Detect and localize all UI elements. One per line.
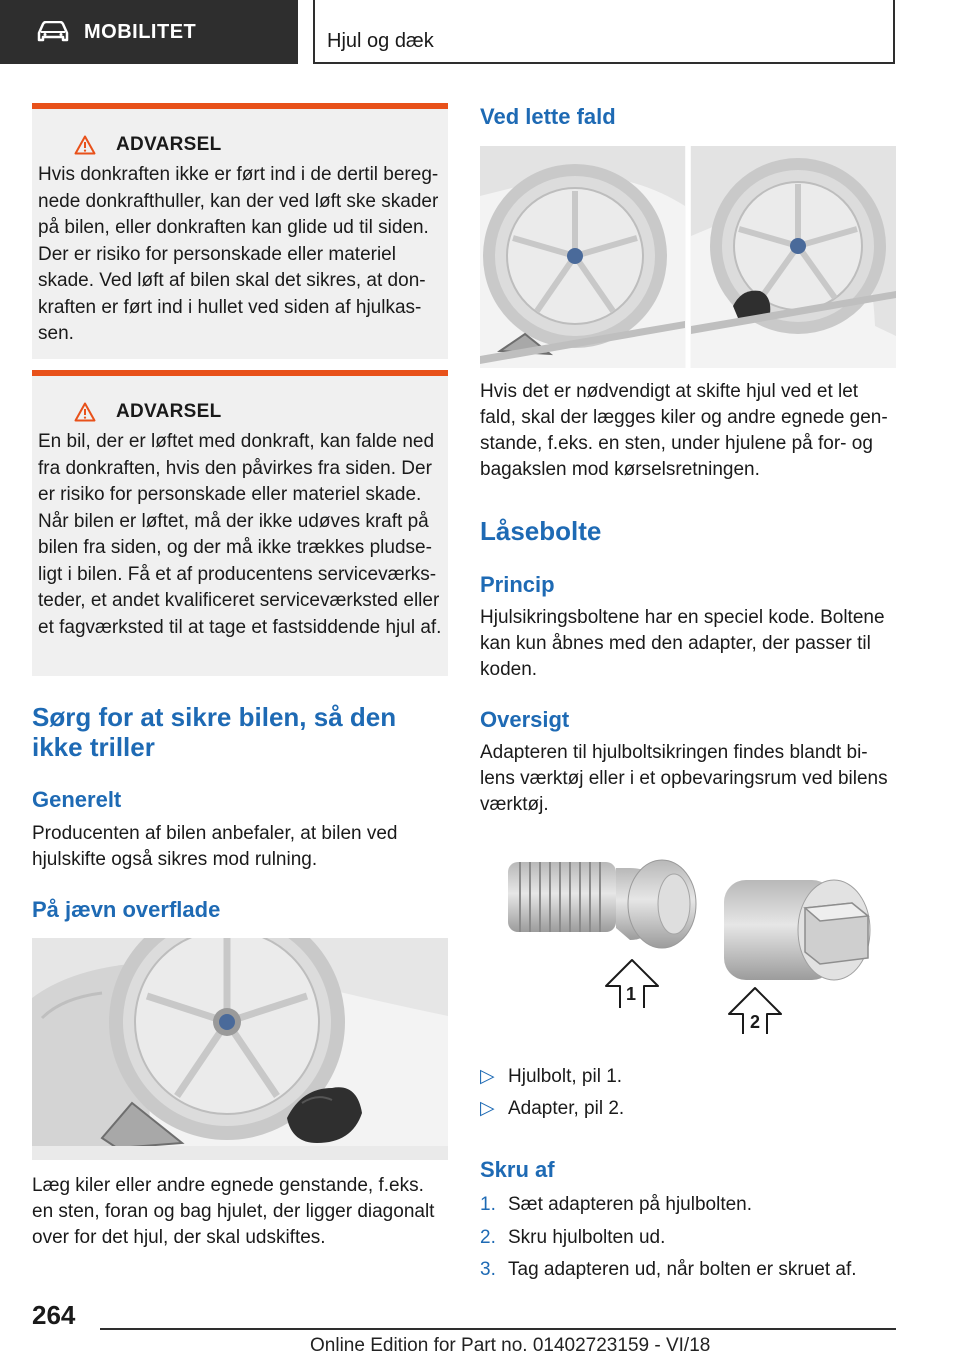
warning-text: En bil, der er løftet med donkraft, kan falde ned fra donkraften, hvis den påvirkes fra siden. Der er risiko for personskade eller materiel skade. Når bilen er løftet, må der ikke udøves kraft på bilen fra siden, og der må ikke trækkes pludse-ligt i bilen. Få et af producentens serviceværks-teder, et andet kvalificeret serviceværksted eller et fagværksted til at tage et fastsiddende hjul af.	[38, 431, 442, 638]
paragraph: Adapteren til hjulboltsikringen findes blandt bi-lens værktøj eller i et opbevaringsrum ved bilens værktøj.	[480, 742, 888, 815]
step-number: 3.	[480, 1259, 496, 1280]
paragraph: Læg kiler eller andre egnede genstande, f.eks. en sten, foran og bag hjulet, der ligger diagonalt over for det hjul, der skal udskiftes.	[32, 1175, 435, 1248]
arrow-label-1: 1	[625, 984, 637, 1004]
warning-title: ADVARSEL	[116, 401, 222, 422]
list-item	[480, 1096, 624, 1122]
arrow-label-2: 2	[749, 1012, 761, 1032]
footer-divider	[100, 1328, 896, 1330]
warning-box	[32, 103, 448, 359]
step-number: 1.	[480, 1194, 496, 1215]
warning-text: Hvis donkraften ikke er ført ind i de dertil bereg-nede donkrafthuller, kan der ved løft ske skader på bilen, eller donkraften kan glide ud til siden. Der er risiko for personskade eller materiel skade. Ved løft af bilen skal det sikres, at don-kraften er ført ind i hullet ved siden af hjulkas-sen.	[38, 164, 439, 344]
section-heading: Låsebolte	[480, 516, 602, 546]
list-item-text: Adapter, pil 2.	[508, 1098, 625, 1119]
list-item-text: Skru hjulbolten ud.	[508, 1227, 666, 1248]
paragraph: Hjulsikringsboltene har en speciel kode. Boltene kan kun åbnes med den adapter, der passer til koden.	[480, 607, 885, 680]
subheading: Princip	[480, 572, 555, 597]
paragraph: Producenten af bilen anbefaler, at bilen ved hjulskifte også sikres mod rulning.	[32, 823, 398, 870]
step-number: 2.	[480, 1227, 496, 1248]
bullet-marker: ▷	[480, 1098, 495, 1119]
car-icon	[36, 21, 70, 43]
list-item	[480, 1192, 752, 1218]
section-heading: Sørg for at sikre bilen, så den ikke triller	[32, 702, 397, 762]
subheading: Ved lette fald	[480, 104, 616, 129]
warning-box	[32, 370, 448, 676]
edition-text: Online Edition for Part no. 01402723159 - VI/18	[310, 1335, 711, 1356]
flat-surface-illustration	[32, 938, 448, 1160]
list-item-text: Tag adapteren ud, når bolten er skruet af.	[508, 1259, 857, 1280]
section-title: MOBILITET	[84, 20, 197, 43]
chapter-header	[313, 0, 895, 64]
bullet-marker: ▷	[480, 1066, 495, 1087]
list-item	[480, 1257, 857, 1283]
list-item	[480, 1225, 665, 1251]
lock-bolt-illustration	[480, 848, 896, 1036]
subheading: Skru af	[480, 1157, 555, 1182]
subheading: Generelt	[32, 787, 122, 812]
page-number: 264	[32, 1300, 76, 1330]
list-item	[480, 1064, 622, 1090]
chapter-title: Hjul og dæk	[327, 30, 434, 52]
subheading: På jævn overflade	[32, 897, 221, 922]
section-tab	[0, 0, 298, 64]
warning-title: ADVARSEL	[116, 134, 222, 155]
warning-triangle-icon	[74, 135, 96, 155]
list-item-text: Sæt adapteren på hjulbolten.	[508, 1194, 753, 1215]
slope-illustration	[480, 146, 896, 368]
warning-triangle-icon	[74, 402, 96, 422]
list-item-text: Hjulbolt, pil 1.	[508, 1066, 623, 1087]
subheading: Oversigt	[480, 707, 570, 732]
paragraph: Hvis det er nødvendigt at skifte hjul ved et let fald, skal der lægges kiler og andre egnede gen-stande, f.eks. en sten, under hjulene på for- og bagakslen mod kørselsretningen.	[480, 381, 888, 480]
